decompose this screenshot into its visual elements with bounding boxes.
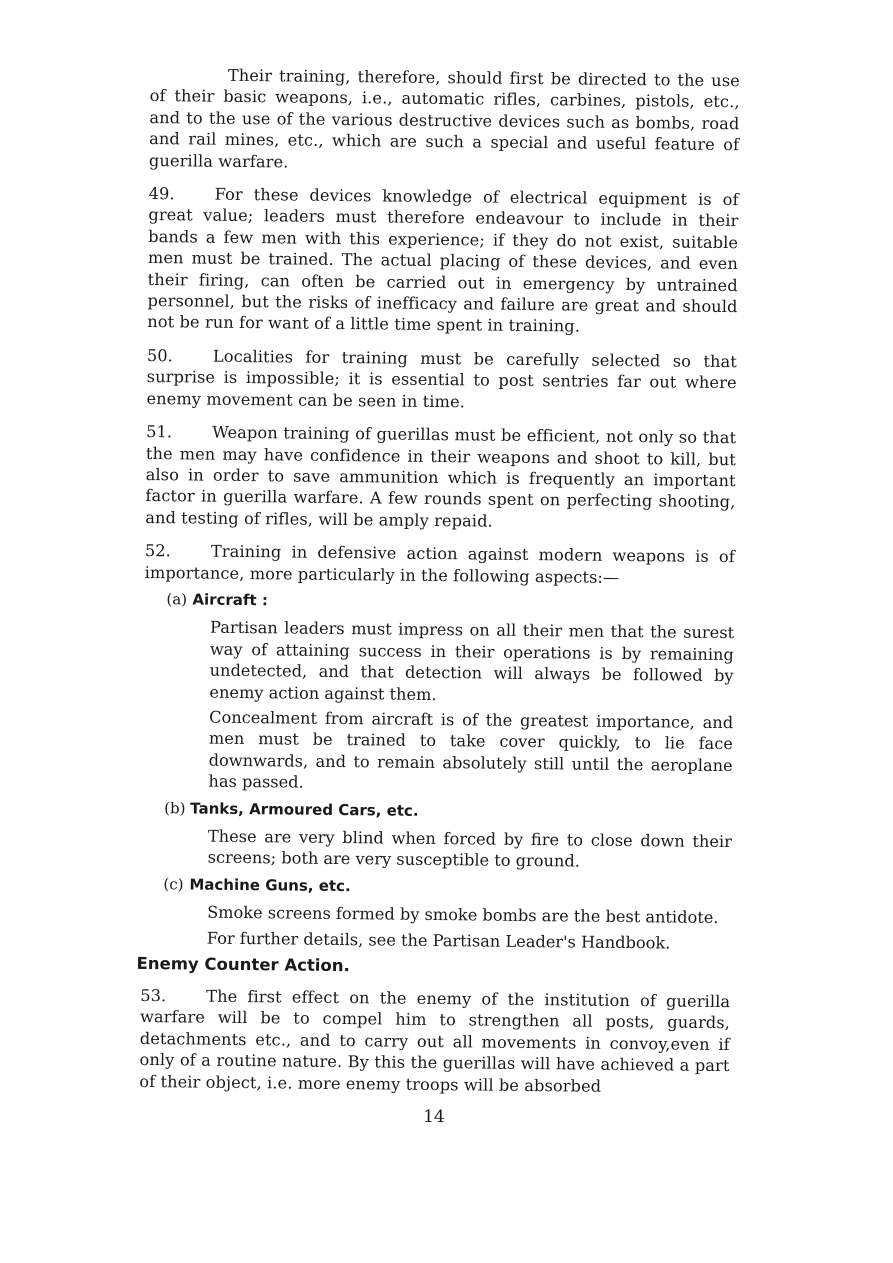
aspect-machine-guns	[163, 874, 732, 954]
aspect-heading	[163, 874, 731, 901]
aspect-heading	[164, 798, 732, 825]
document-page	[136, 64, 740, 1130]
paragraph-number: 50.	[146, 345, 174, 366]
aspect-paragraph: Smoke screens formed by smoke bombs are the best antidote.	[207, 902, 719, 928]
paragraph-text: Training in defensive action against modern weapons is of importance, more particularly in the following aspects:—	[144, 541, 735, 587]
aspect-body	[208, 617, 734, 798]
page-number: 14	[423, 1106, 445, 1128]
aspect-paragraph: For further details, see the Partisan Leader's Handbook.	[206, 928, 671, 953]
aspect-letter: (a)	[166, 590, 188, 609]
aspect-title: Aircraft :	[192, 590, 268, 610]
paragraph-number: 49.	[148, 184, 175, 204]
paragraph-text: For these devices knowledge of electrical equipment is of great value; leaders must therefore endeavour to include in their bands a few men with this experience; if they do not exist, suitable men must be trained. The actual placing of these devices, and even their firing, can often be carried out in emergency by untrained personnel, but the risks of inefficacy and failure are great and should not be run for want of a little time spent in training.	[147, 184, 739, 336]
aspect-paragraph: Partisan leaders must impress on all their men that the surest way of attaining success in their operations is by remaining undetected, and that detection will always be followed by enemy action against them.	[209, 618, 735, 704]
paragraph-52	[145, 540, 735, 589]
aspect-body	[207, 902, 731, 954]
aspect-letter: (c)	[163, 874, 184, 894]
aspect-tanks	[164, 798, 733, 874]
paragraph-text: Weapon training of guerillas must be efficient, not only so that the men may have confidence in their weapons and shoot to kill, but also in order to save ammunition which is frequently an important factor in guerilla warfare. A few rounds spent on perfecting shooting, and testing of rifles, will be amply repaid.	[145, 422, 737, 531]
paragraph-number: 52.	[144, 541, 172, 561]
paragraph-53	[139, 985, 730, 1098]
paragraph-50	[146, 345, 737, 415]
aspect-heading	[166, 589, 734, 616]
paragraph-number: 51.	[146, 422, 173, 442]
paragraph-text: Localities for training must be carefully selected so that surprise is impossible; it is essential to post sentries far out where enemy movement can be seen in time.	[146, 346, 738, 412]
aspect-paragraph: These are very blind when forced by fire to close down their screens; both are very susceptible to ground.	[207, 826, 732, 871]
paragraph-51	[145, 421, 736, 534]
aspect-paragraph: Concealment from aircraft is of the greatest importance, and men must be trained to take cover quickly, to lie face downwards, and to remain absolutely still until the aeroplane has passed.	[208, 707, 734, 792]
aspect-body	[208, 826, 732, 874]
aspect-letter: (b)	[164, 798, 186, 818]
aspect-title: Machine Guns, etc.	[189, 875, 351, 895]
section-heading: Enemy Counter Action.	[136, 953, 350, 976]
paragraph-number: 53.	[140, 985, 167, 1006]
paragraph-text: The first effect on the enemy of the institution of guerilla warfare will be to compel him to strengthen all posts, guards, detachments etc., and to carry out all movements in convoy,even if only of a routine nature. By this the guerillas will have achieved a part of their object, i.e. more enemy troops will be absorbed	[139, 986, 731, 1096]
intro-paragraph: Their training, therefore, should first be directed to the use of their basic weapons, i.e., automatic rifles, carbines, pistols, etc., and to the use of the various destructive devices such as bombs, road and rail mines, etc., which are such a special and useful feature of guerilla warfare.	[148, 65, 740, 172]
aspect-aircraft	[164, 589, 734, 798]
paragraph-49	[147, 183, 739, 339]
aspect-title: Tanks, Armoured Cars, etc.	[190, 799, 419, 820]
